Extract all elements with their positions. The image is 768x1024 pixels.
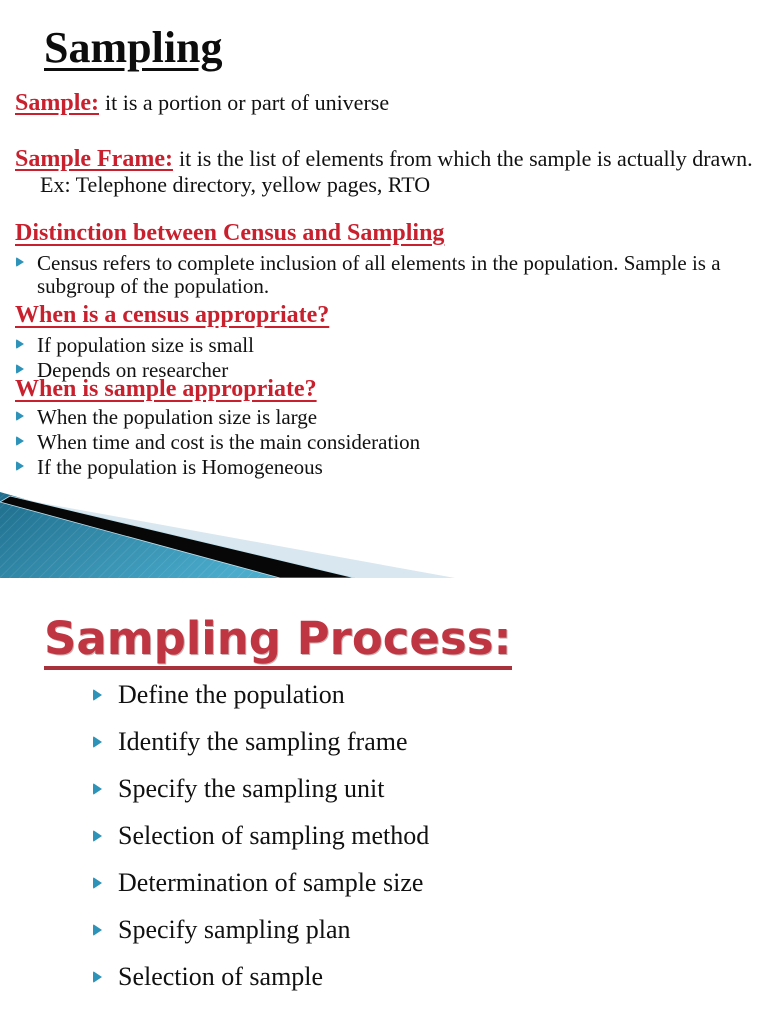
list-item bbox=[15, 333, 254, 358]
list-item bbox=[92, 776, 429, 802]
heading-when-census-appropriate: When is a census appropriate? bbox=[15, 302, 330, 328]
definition-sample-frame-text: it is the list of elements from which the sample is actually drawn. Ex: Telephone directory, yellow pages, RTO bbox=[40, 146, 753, 197]
triangle-bullet-icon bbox=[16, 411, 24, 421]
list-item-text: Define the population bbox=[118, 680, 345, 709]
list-item-text: When time and cost is the main consideration bbox=[37, 430, 421, 454]
bullet-list-sample-appropriate bbox=[15, 405, 420, 480]
triangle-bullet-icon bbox=[93, 971, 102, 983]
list-item bbox=[15, 455, 420, 480]
list-item-text: Census refers to complete inclusion of all elements in the population. Sample is a subgroup of the population. bbox=[37, 251, 721, 298]
list-item-text: Specify the sampling unit bbox=[118, 774, 385, 803]
triangle-bullet-icon bbox=[16, 436, 24, 446]
definition-sample-frame bbox=[15, 146, 768, 198]
triangle-bullet-icon bbox=[93, 783, 102, 795]
definition-sample bbox=[15, 90, 755, 117]
bullet-list-distinction bbox=[15, 252, 757, 298]
slide1-title: Sampling bbox=[44, 23, 223, 72]
triangle-bullet-icon bbox=[93, 830, 102, 842]
triangle-bullet-icon bbox=[93, 877, 102, 889]
list-item-text: Depends on researcher bbox=[37, 358, 229, 382]
slide2-title: Sampling Process: bbox=[44, 616, 512, 670]
heading-distinction-census-sampling: Distinction between Census and Sampling bbox=[15, 220, 445, 246]
list-item-text: If population size is small bbox=[37, 333, 254, 357]
triangle-bullet-icon bbox=[16, 461, 24, 471]
list-item-text: Selection of sampling method bbox=[118, 821, 430, 850]
list-item bbox=[92, 682, 429, 708]
triangle-bullet-icon bbox=[16, 339, 24, 349]
triangle-bullet-icon bbox=[16, 257, 24, 267]
sampling-process-list bbox=[92, 682, 429, 1011]
slide-2 bbox=[0, 578, 768, 1024]
triangle-bullet-icon bbox=[93, 736, 102, 748]
heading-when-sample-appropriate: When is sample appropriate? bbox=[15, 376, 317, 402]
list-item bbox=[92, 823, 429, 849]
list-item-text: Specify sampling plan bbox=[118, 915, 351, 944]
triangle-bullet-icon bbox=[93, 924, 102, 936]
definition-sample-term: Sample: bbox=[15, 90, 99, 116]
list-item bbox=[92, 964, 429, 990]
list-item bbox=[15, 252, 757, 298]
definition-sample-frame-term: Sample Frame: bbox=[15, 146, 173, 172]
list-item-text: If the population is Homogeneous bbox=[37, 455, 323, 479]
list-item bbox=[92, 917, 429, 943]
list-item bbox=[15, 430, 420, 455]
triangle-bullet-icon bbox=[93, 689, 102, 701]
list-item-text: Identify the sampling frame bbox=[118, 727, 408, 756]
definition-sample-text: it is a portion or part of universe bbox=[105, 90, 390, 115]
list-item bbox=[92, 870, 429, 896]
list-item-text: Selection of sample bbox=[118, 962, 324, 991]
triangle-bullet-icon bbox=[16, 364, 24, 374]
list-item bbox=[15, 405, 420, 430]
list-item-text: Determination of sample size bbox=[118, 868, 424, 897]
swoosh-decoration bbox=[0, 488, 768, 578]
list-item-text: When the population size is large bbox=[37, 405, 318, 429]
list-item bbox=[92, 729, 429, 755]
